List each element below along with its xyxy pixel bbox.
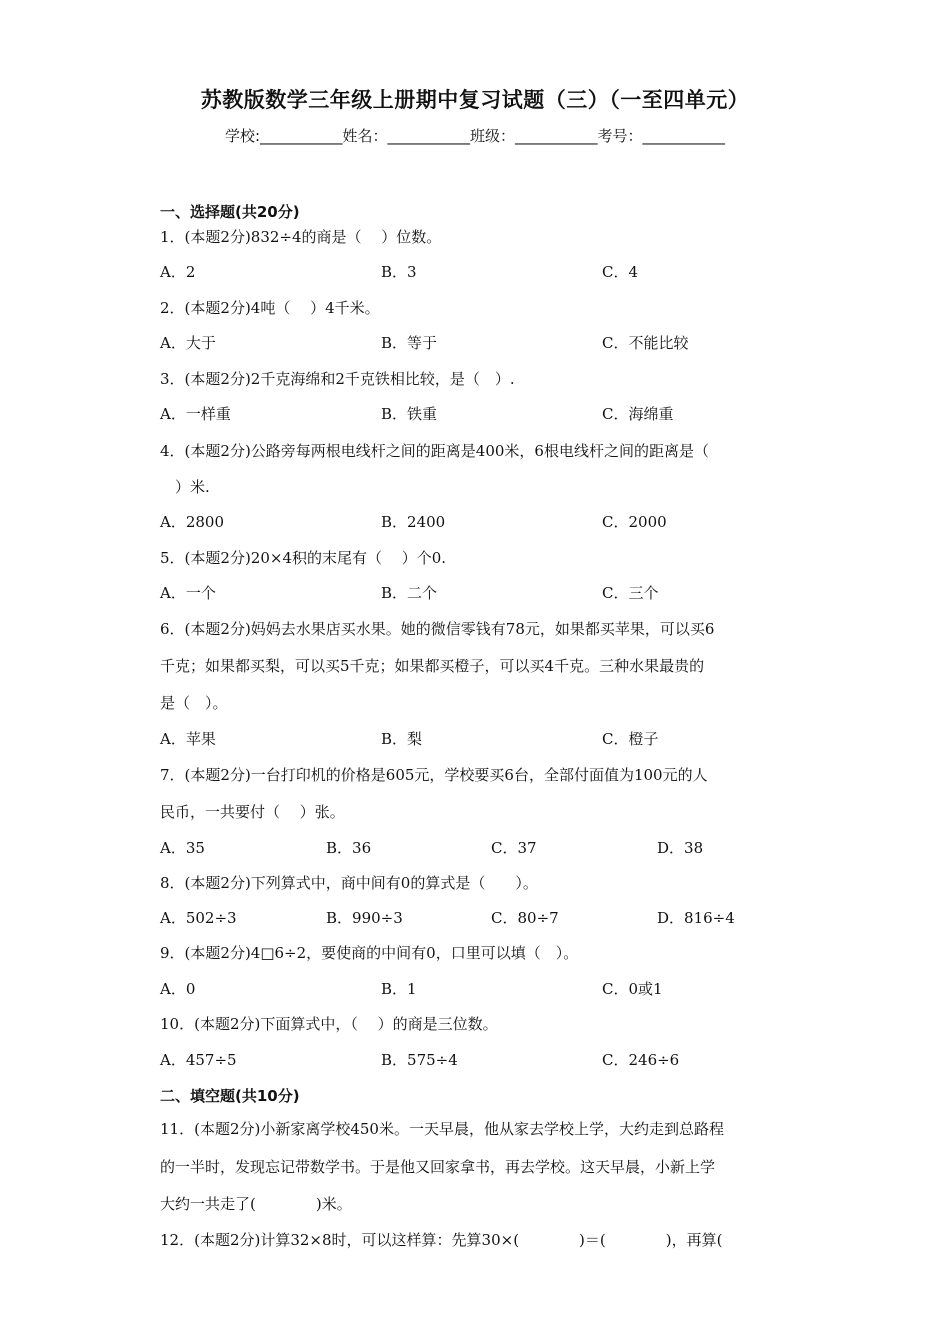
question-2-option-b: B．等于 xyxy=(381,334,438,352)
question-4-line-2: ）米. xyxy=(160,478,210,496)
question-1-option-c: C．4 xyxy=(602,263,639,281)
page-title: 苏教版数学三年级上册期中复习试题（三）（一至四单元） xyxy=(200,88,750,112)
question-5-option-b: B．二个 xyxy=(381,584,438,602)
section-heading-fill: 二、填空题(共10分) xyxy=(160,1087,300,1105)
question-2: 2．(本题2分)4吨（ ）4千米。 xyxy=(160,299,380,317)
question-7-line-1: 7．(本题2分)一台打印机的价格是605元，学校要买6台，全部付面值为100元的人 xyxy=(160,766,708,784)
question-10: 10．(本题2分)下面算式中，（ ）的商是三位数。 xyxy=(160,1015,498,1033)
question-4-option-b: B．2400 xyxy=(381,513,446,531)
question-7-option-c: C．37 xyxy=(491,839,537,857)
question-7-line-2: 民币，一共要付（ ）张。 xyxy=(160,803,345,821)
question-10-option-a: A．457÷5 xyxy=(160,1051,237,1069)
question-4-line-1: 4．(本题2分)公路旁每两根电线杆之间的距离是400米，6根电线杆之间的距离是（ xyxy=(160,442,709,460)
question-8-option-a: A．502÷3 xyxy=(160,909,237,927)
question-9: 9．(本题2分)4□6÷2，要使商的中间有0，口里可以填（ ）。 xyxy=(160,944,579,962)
question-9-option-c: C．0或1 xyxy=(602,980,663,998)
question-11-line-2: 的一半时，发现忘记带数学书。于是他又回家拿书，再去学校。这天早晨，小新上学 xyxy=(160,1158,716,1176)
question-11-line-3: 大约一共走了( )米。 xyxy=(160,1195,352,1213)
question-8-option-b: B．990÷3 xyxy=(326,909,403,927)
question-6-line-3: 是（ ）。 xyxy=(160,694,228,712)
question-4-option-c: C．2000 xyxy=(602,513,667,531)
question-3-option-b: B．铁重 xyxy=(381,405,438,423)
student-info-line: 学校:___________姓名：___________班级：___________考号：___________ xyxy=(224,127,726,145)
question-6-option-a: A．苹果 xyxy=(160,730,216,748)
question-11-line-1: 11．(本题2分)小新家离学校450米。一天早晨，他从家去学校上学，大约走到总路程 xyxy=(160,1120,724,1138)
question-3: 3．(本题2分)2千克海绵和2千克铁相比较，是（ ）. xyxy=(160,370,515,388)
section-heading-choice: 一、选择题(共20分) xyxy=(160,203,300,221)
question-5-option-c: C．三个 xyxy=(602,584,659,602)
question-6-option-c: C．橙子 xyxy=(602,730,659,748)
question-5-option-a: A．一个 xyxy=(160,584,216,602)
question-2-option-a: A．大于 xyxy=(160,334,216,352)
question-6-option-b: B．梨 xyxy=(381,730,423,748)
question-7-option-b: B．36 xyxy=(326,839,372,857)
question-8-option-d: D．816÷4 xyxy=(657,909,735,927)
question-8-option-c: C．80÷7 xyxy=(491,909,559,927)
question-12-line-1: 12．(本题2分)计算32×8时，可以这样算：先算30×( )＝( )，再算( xyxy=(160,1231,723,1249)
question-2-option-c: C．不能比较 xyxy=(602,334,689,352)
question-10-option-c: C．246÷6 xyxy=(602,1051,680,1069)
question-1-option-a: A．2 xyxy=(160,263,196,281)
question-3-option-c: C．海绵重 xyxy=(602,405,674,423)
question-6-line-2: 千克；如果都买梨，可以买5千克；如果都买橙子，可以买4千克。三种水果最贵的 xyxy=(160,657,705,675)
question-8: 8．(本题2分)下列算式中，商中间有0的算式是（ ）。 xyxy=(160,874,538,892)
question-4-option-a: A．2800 xyxy=(160,513,225,531)
question-6-line-1: 6．(本题2分)妈妈去水果店买水果。她的微信零钱有78元，如果都买苹果，可以买6 xyxy=(160,620,715,638)
question-5: 5．(本题2分)20×4积的末尾有（ ）个0. xyxy=(160,549,447,567)
question-1: 1．(本题2分)832÷4的商是（ ）位数。 xyxy=(160,228,442,246)
question-7-option-a: A．35 xyxy=(160,839,205,857)
question-1-option-b: B．3 xyxy=(381,263,417,281)
question-7-option-d: D．38 xyxy=(657,839,704,857)
question-9-option-a: A．0 xyxy=(160,980,196,998)
question-9-option-b: B．1 xyxy=(381,980,417,998)
question-3-option-a: A．一样重 xyxy=(160,405,231,423)
question-10-option-b: B．575÷4 xyxy=(381,1051,458,1069)
